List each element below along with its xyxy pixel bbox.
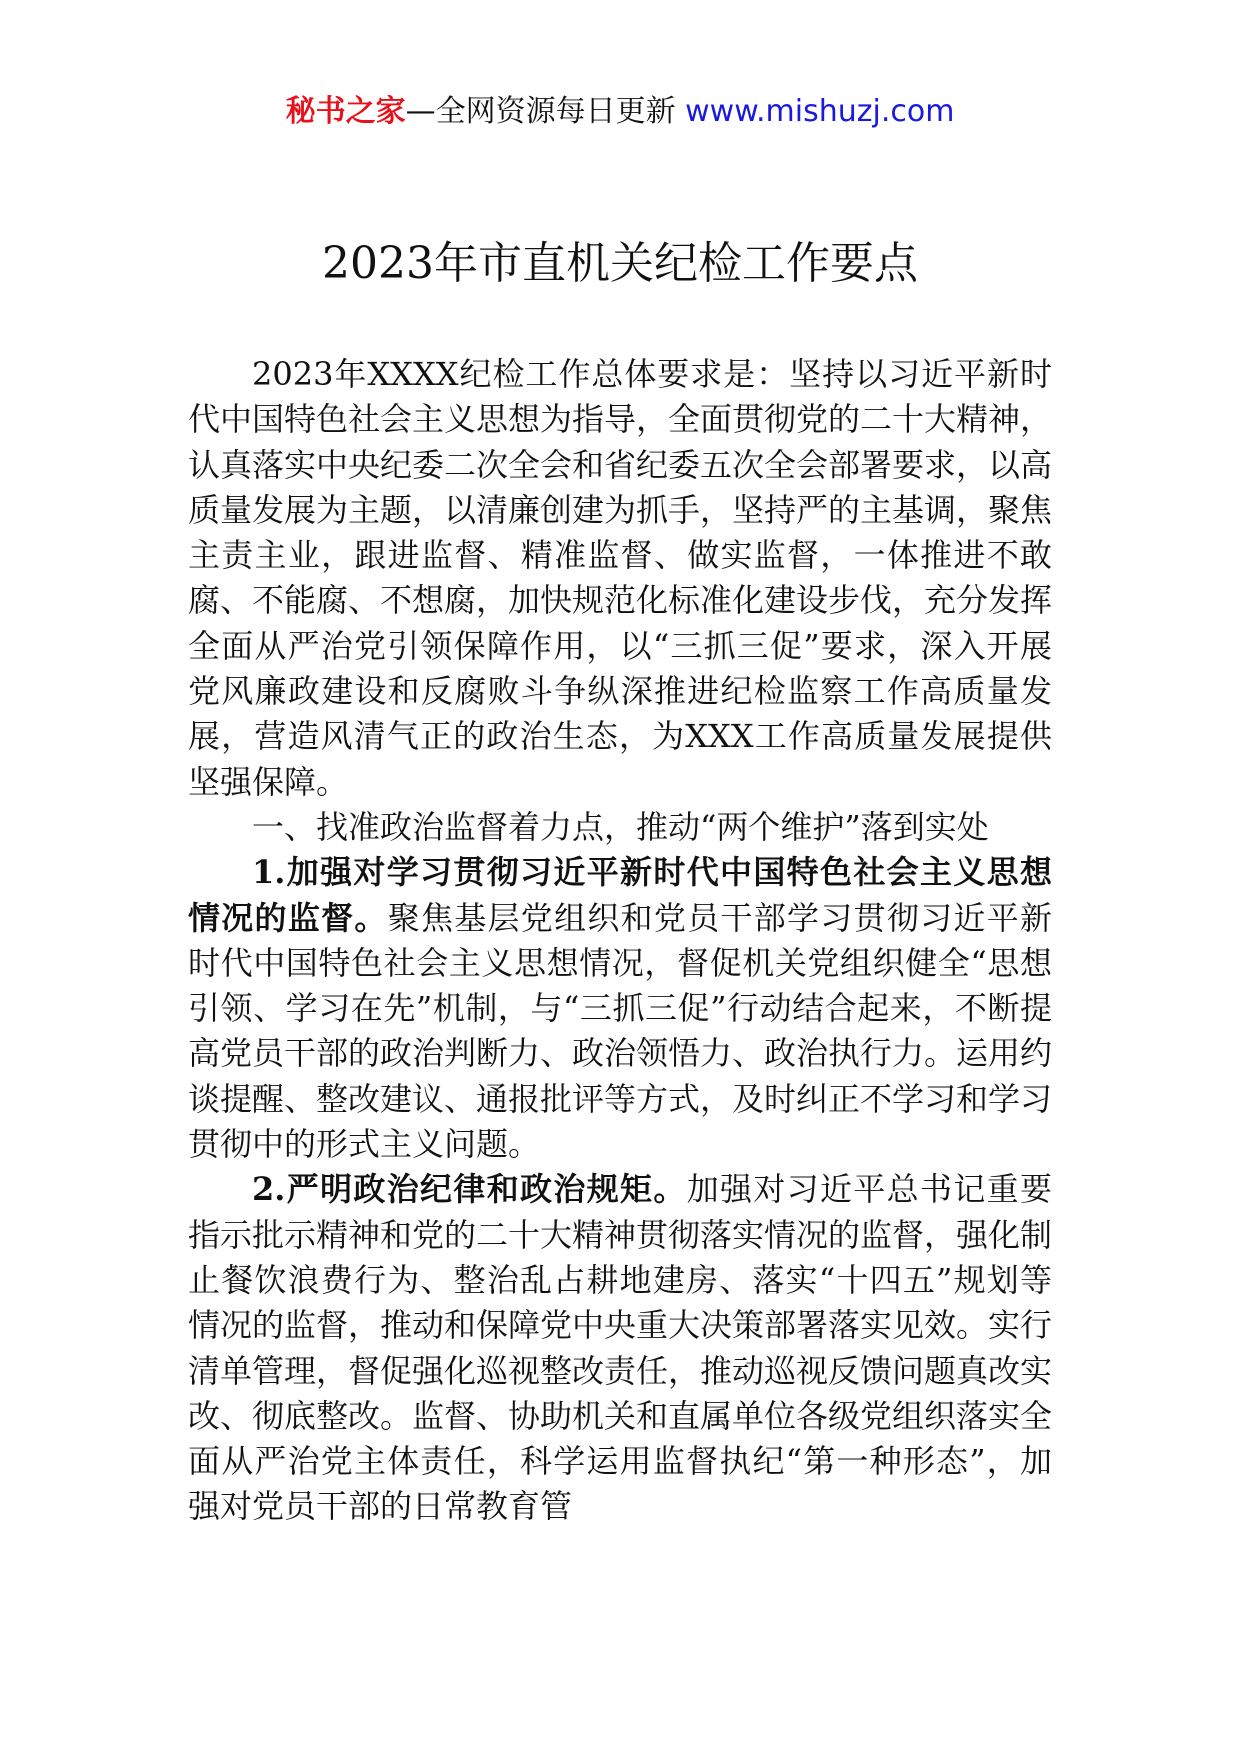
document-title: 2023年市直机关纪检工作要点: [322, 238, 918, 289]
paragraph-intro: [188, 352, 1052, 805]
section-heading-text: 一、找准政治监督着力点，推动“两个维护”落到实处: [252, 807, 989, 846]
paragraph-text: 加强对习近平总书记重要指示批示精神和党的二十大精神贯彻落实情况的监督，强化制止餐饮浪费行为、整治乱占耕地建房、落实“十四五”规划等情况的监督，推动和保障党中央重大决策部署落实见效。实行清单管理，督促强化巡视整改责任，推动巡视反馈问题真改实改、彻底整改。监督、协助机关和直属单位各级党组织落实全面从严治党主体责任，科学运用监督执纪“第一种形态”，加强对党员干部的日常教育管: [188, 1170, 1053, 1526]
item-lead: 1.加强对学习贯彻习近平新时代中国特色社会主义思想情况的监督。: [188, 853, 1052, 937]
section-heading-1: [188, 805, 1052, 850]
paragraph-item-2: [188, 1167, 1052, 1529]
item-lead: 2.严明政治纪律和政治规矩。: [252, 1170, 687, 1209]
paragraph-text: 2023年XXXX纪检工作总体要求是：坚持以习近平新时代中国特色社会主义思想为指导，全面贯彻党的二十大精神，认真落实中央纪委二次全会和省纪委五次全会部署要求，以高质量发展为主题，以清廉创建为抓手，坚持严的主基调，聚焦主责主业，跟进监督、精准监督、做实监督，一体推进不敢腐、不能腐、不想腐，加快规范化标准化建设步伐，充分发挥全面从严治党引领保障作用，以“三抓三促”要求，深入开展党风廉政建设和反腐败斗争纵深推进纪检监察工作高质量发展，营造风清气正的政治生态，为XXX工作高质量发展提供坚强保障。: [188, 355, 1053, 801]
document-body: [188, 352, 1052, 1530]
site-brand: 秘书之家: [285, 94, 406, 129]
paragraph-text: 聚焦基层党组织和党员干部学习贯彻习近平新时代中国特色社会主义思想情况，督促机关党组织健全“思想引领、学习在先”机制，与“三抓三促”行动结合起来，不断提高党员干部的政治判断力、政治领悟力、政治执行力。运用约谈提醒、整改建议、通报批评等方式，及时纠正不学习和学习贯彻中的形式主义问题。: [188, 898, 1053, 1164]
site-url-link[interactable]: www.mishuzj.com: [685, 94, 955, 129]
site-slogan: —全网资源每日更新: [405, 94, 686, 129]
paragraph-item-1: [188, 850, 1052, 1167]
site-header: [0, 92, 1240, 132]
